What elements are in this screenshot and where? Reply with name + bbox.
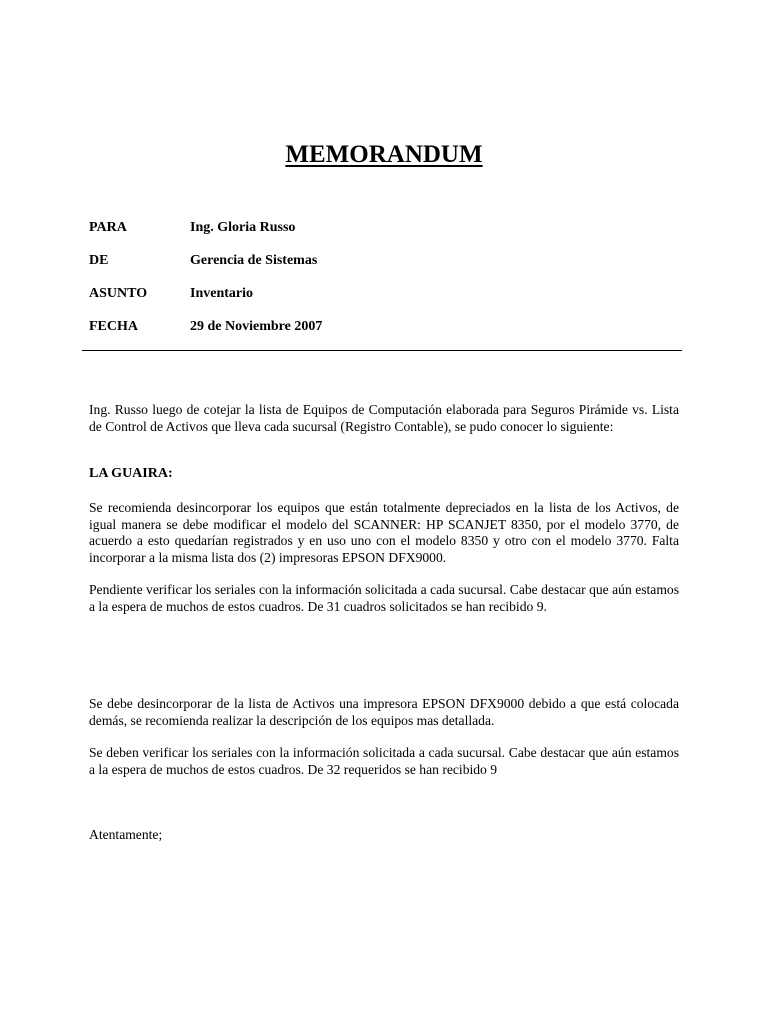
- header-label-de: DE: [89, 253, 109, 268]
- header-value-de: Gerencia de Sistemas: [190, 253, 318, 268]
- header-label-asunto: ASUNTO: [89, 286, 148, 301]
- header-value-fecha: 29 de Noviembre 2007: [190, 319, 323, 334]
- section-heading-la-guaira: LA GUAIRA:: [89, 466, 173, 481]
- second-paragraph-2: Se deben verificar los seriales con la información solicitada a cada sucursal. Cabe destacar que aún estamos a la espera de muchos de estos cuadros. De 32 requeridos se han recibido 9: [89, 745, 679, 777]
- intro-paragraph: Ing. Russo luego de cotejar la lista de Equipos de Computación elaborada para Seguros Pirámide vs. Lista de Control de Activos que lleva cada sucursal (Registro Contable), se pudo conocer lo siguiente:: [89, 402, 679, 434]
- second-paragraph-1: Se debe desincorporar de la lista de Activos una impresora EPSON DFX9000 debido a que está colocada demás, se recomienda realizar la descripción de los equipos mas detallada.: [89, 696, 679, 728]
- la-guaira-paragraph-2: Pendiente verificar los seriales con la información solicitada a cada sucursal. Cabe destacar que aún estamos a la espera de muchos de estos cuadros. De 31 cuadros solicitados se han recibido 9.: [89, 582, 679, 614]
- la-guaira-paragraph-1: Se recomienda desincorporar los equipos que están totalmente depreciados en la lista de los Activos, de igual manera se debe modificar el modelo del SCANNER: HP SCANJET 8350, por el modelo 3770, de acuerdo a esto quedarían registrados y en uso uno con el modelo 8350 y otro con el modelo 3770. Falta incorporar a la misma lista dos (2) impresoras EPSON DFX9000.: [89, 500, 679, 565]
- signoff-text: Atentamente;: [89, 827, 163, 842]
- header-divider: [82, 350, 682, 351]
- header-value-para: Ing. Gloria Russo: [190, 220, 296, 235]
- header-label-fecha: FECHA: [89, 319, 138, 334]
- memo-title: MEMORANDUM: [285, 141, 483, 168]
- header-value-asunto: Inventario: [190, 286, 253, 301]
- header-label-para: PARA: [89, 220, 127, 235]
